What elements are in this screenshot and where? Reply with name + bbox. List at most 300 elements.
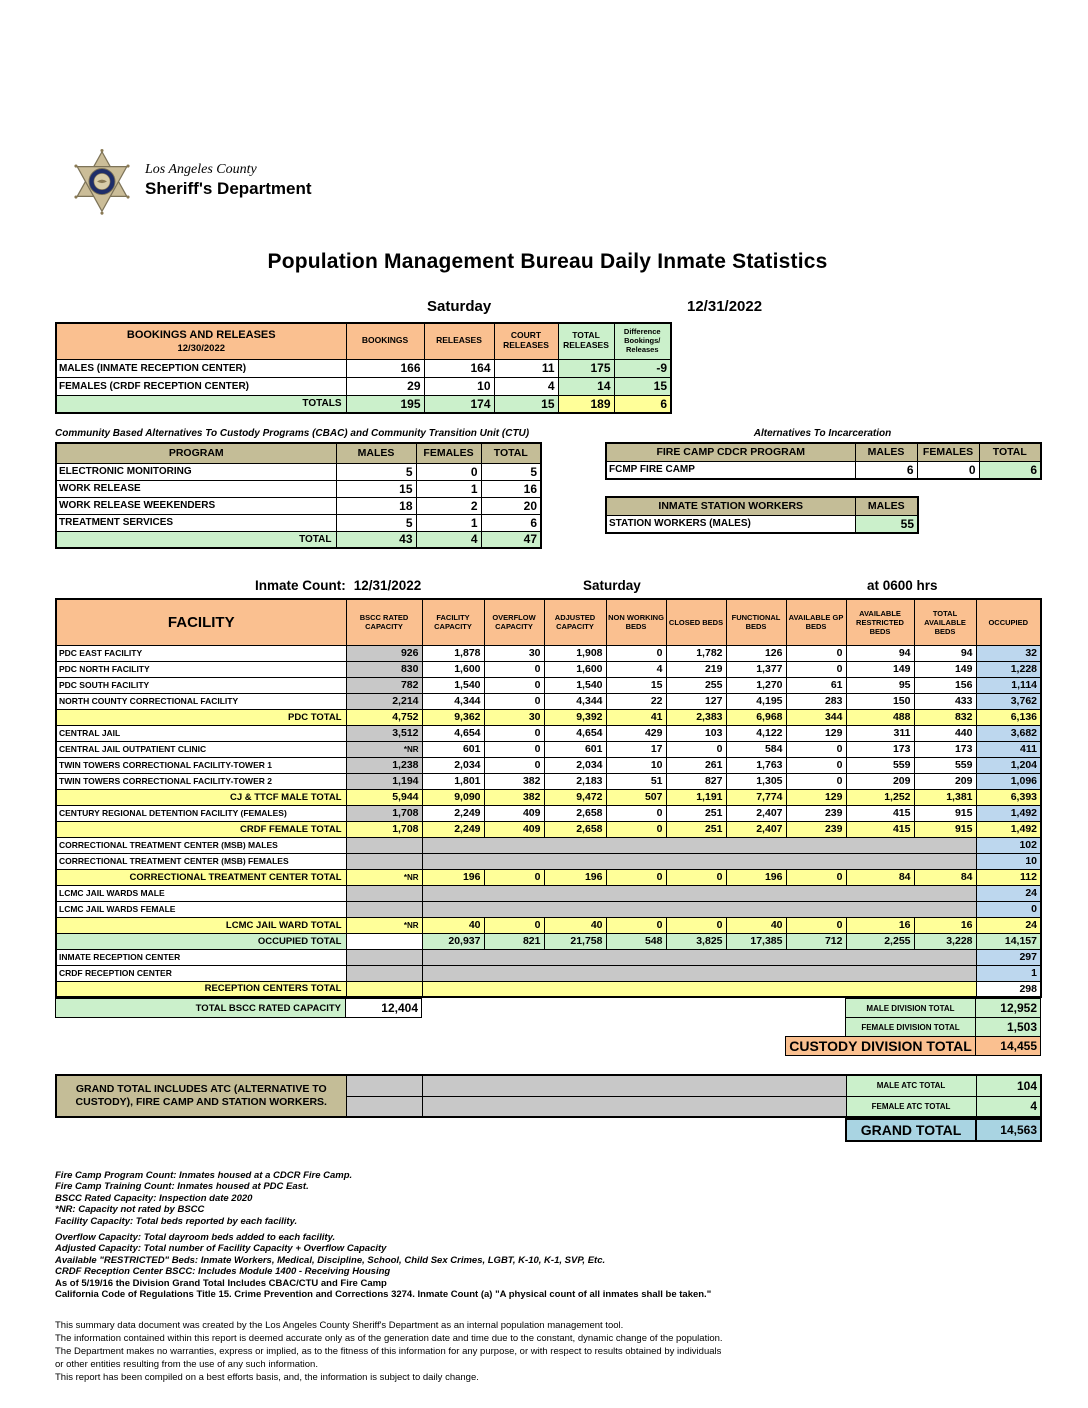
row-label: TREATMENT SERVICES <box>56 514 336 531</box>
occupied-cell: 10 <box>976 853 1041 869</box>
value-cell: 2,034 <box>422 757 484 773</box>
cbac-title: Community Based Alternatives To Custody Programs (CBAC) and Community Transition Unit (CTU) <box>55 428 530 439</box>
value-cell: 15 <box>614 377 671 395</box>
occupied-cell: 14,157 <box>976 933 1041 949</box>
grand-total-table <box>845 1118 1042 1142</box>
occupied-cell: 1,204 <box>976 757 1041 773</box>
column-header: FEMALES <box>917 443 979 461</box>
female-division-total-value: 1,503 <box>976 1018 1041 1037</box>
value-cell: 196 <box>422 869 484 885</box>
value-cell: 915 <box>914 805 976 821</box>
value-cell: 196 <box>726 869 786 885</box>
value-cell: 2 <box>416 497 481 514</box>
totals-row <box>56 531 541 548</box>
row-label: FCMP FIRE CAMP <box>606 461 855 479</box>
report-day: Saturday <box>427 298 492 315</box>
value-cell: 7,774 <box>726 789 786 805</box>
bookings-subtitle: 12/30/2022 <box>177 342 226 354</box>
value-cell: 251 <box>666 821 726 837</box>
bscc-cell: 5,944 <box>346 789 422 805</box>
value-cell: 94 <box>914 645 976 661</box>
total-label: PDC TOTAL <box>56 709 346 725</box>
row-label: STATION WORKERS (MALES) <box>606 515 855 533</box>
male-division-total-label: MALE DIVISION TOTAL <box>846 999 976 1018</box>
totals-value: 43 <box>336 531 416 548</box>
column-header: INMATE STATION WORKERS <box>606 497 855 515</box>
filler-cell <box>346 1075 422 1096</box>
filler-cell <box>422 885 976 901</box>
value-cell: 548 <box>606 933 666 949</box>
bscc-cell: *NR <box>346 741 422 757</box>
facility-row <box>56 677 1041 693</box>
totals-label: TOTAL <box>56 531 336 548</box>
facility-row <box>56 661 1041 677</box>
bscc-cell: *NR <box>346 917 422 933</box>
totals-value: 174 <box>424 395 494 413</box>
cbac-table <box>55 442 542 549</box>
row-label: MALES (INMATE RECEPTION CENTER) <box>56 359 346 377</box>
occupied-cell: 24 <box>976 917 1041 933</box>
value-cell: 2,255 <box>846 933 914 949</box>
value-cell: 3,228 <box>914 933 976 949</box>
spacer <box>422 999 846 1018</box>
value-cell: 0 <box>786 661 846 677</box>
value-cell: 832 <box>914 709 976 725</box>
filler-cell <box>346 837 422 853</box>
value-cell: 15 <box>336 480 416 497</box>
value-cell: 84 <box>846 869 914 885</box>
value-cell: 4,654 <box>544 725 606 741</box>
value-cell: 2,249 <box>422 805 484 821</box>
bscc-cell: 782 <box>346 677 422 693</box>
column-header: PROGRAM <box>56 443 336 463</box>
facility-row <box>56 837 1041 853</box>
filler-cell <box>422 901 976 917</box>
value-cell: 16 <box>481 480 541 497</box>
value-cell: 0 <box>606 645 666 661</box>
bscc-cell: 4,752 <box>346 709 422 725</box>
totals-value: 6 <box>614 395 671 413</box>
bscc-cell: 2,214 <box>346 693 422 709</box>
agency-county: Los Angeles County <box>145 162 257 177</box>
table-header-row <box>56 323 671 359</box>
value-cell: 149 <box>846 661 914 677</box>
occupied-cell: 6,393 <box>976 789 1041 805</box>
total-label: CORRECTIONAL TREATMENT CENTER TOTAL <box>56 869 346 885</box>
fire-camp-table <box>605 442 1042 480</box>
occupied-cell: 1,492 <box>976 821 1041 837</box>
footnote-line: CRDF Reception Center BSCC: Includes Module 1400 - Receiving Housing <box>55 1266 391 1278</box>
bscc-cell: 1,194 <box>346 773 422 789</box>
footnote-line: Overflow Capacity: Total dayroom beds added to each facility. <box>55 1231 336 1243</box>
occupied-cell: 411 <box>976 741 1041 757</box>
value-cell: 6,968 <box>726 709 786 725</box>
value-cell: 382 <box>484 789 544 805</box>
value-cell: 559 <box>914 757 976 773</box>
bscc-cell: 926 <box>346 645 422 661</box>
value-cell: 0 <box>786 741 846 757</box>
occupied-cell: 1,114 <box>976 677 1041 693</box>
column-header: TOTAL RELEASES <box>558 323 614 359</box>
filler-cell <box>422 949 976 965</box>
value-cell: 1,305 <box>726 773 786 789</box>
table-row <box>56 1075 1041 1096</box>
facility-row <box>56 933 1041 949</box>
value-cell: 1,377 <box>726 661 786 677</box>
inmate-count-line <box>55 578 1040 596</box>
value-cell: 433 <box>914 693 976 709</box>
value-cell: 5 <box>336 514 416 531</box>
value-cell: 4,195 <box>726 693 786 709</box>
table-row <box>56 463 541 480</box>
column-header: RELEASES <box>424 323 494 359</box>
value-cell: 84 <box>914 869 976 885</box>
spacer <box>422 1037 786 1056</box>
value-cell: 103 <box>666 725 726 741</box>
footnote-line: Fire Camp Program Count: Inmates housed at a CDCR Fire Camp. <box>55 1170 353 1181</box>
totals-label: TOTALS <box>56 395 346 413</box>
value-cell: 255 <box>666 677 726 693</box>
footnotes <box>55 1170 1040 1300</box>
bscc-cell: 1,238 <box>346 757 422 773</box>
value-cell: 0 <box>666 741 726 757</box>
value-cell: 9,472 <box>544 789 606 805</box>
value-cell: 6 <box>481 514 541 531</box>
facility-row <box>56 773 1041 789</box>
column-header: COURT RELEASES <box>494 323 558 359</box>
column-header: OVERFLOW CAPACITY <box>484 599 544 645</box>
column-header: FUNCTIONAL BEDS <box>726 599 786 645</box>
table-row <box>56 359 671 377</box>
value-cell: 3,825 <box>666 933 726 949</box>
facility-label: CRDF RECEPTION CENTER <box>56 965 346 981</box>
value-cell: 0 <box>416 463 481 480</box>
footnote-line: Available "RESTRICTED" Beds: Inmate Workers, Medical, Discipline, School, Child Sex Crimes, LGBT, K-10, K-1, SVP, Etc. <box>55 1254 606 1266</box>
column-header: AVAILABLE GP BEDS <box>786 599 846 645</box>
inmate-count-label: Inmate Count: 12/31/2022 <box>255 578 422 593</box>
value-cell: 2,407 <box>726 821 786 837</box>
value-cell: 156 <box>914 677 976 693</box>
row-label: WORK RELEASE <box>56 480 336 497</box>
table-row <box>56 497 541 514</box>
value-cell: 4,122 <box>726 725 786 741</box>
value-cell: 10 <box>424 377 494 395</box>
value-cell: 0 <box>484 677 544 693</box>
grand-total-row <box>55 1118 1040 1144</box>
occupied-cell: 0 <box>976 901 1041 917</box>
value-cell: 0 <box>606 805 666 821</box>
value-cell: 175 <box>558 359 614 377</box>
value-cell: 127 <box>666 693 726 709</box>
value-cell: 196 <box>544 869 606 885</box>
value-cell: 2,183 <box>544 773 606 789</box>
facility-row <box>56 901 1041 917</box>
value-cell: 584 <box>726 741 786 757</box>
value-cell: 0 <box>484 741 544 757</box>
value-cell: 20 <box>481 497 541 514</box>
column-header: BSCC RATED CAPACITY <box>346 599 422 645</box>
row-label: ELECTRONIC MONITORING <box>56 463 336 480</box>
value-cell: 821 <box>484 933 544 949</box>
spacer <box>422 1018 846 1037</box>
value-cell: 17,385 <box>726 933 786 949</box>
value-cell: 915 <box>914 821 976 837</box>
alternatives-title: Alternatives To Incarceration <box>753 428 892 439</box>
spacer <box>56 1018 422 1037</box>
value-cell: 40 <box>422 917 484 933</box>
value-cell: 29 <box>346 377 424 395</box>
table-row <box>56 514 541 531</box>
total-label: LCMC JAIL WARD TOTAL <box>56 917 346 933</box>
totals-value: 195 <box>346 395 424 413</box>
value-cell: 1,540 <box>544 677 606 693</box>
facility-row <box>56 805 1041 821</box>
value-cell: 20,937 <box>422 933 484 949</box>
inmate-count-day: Saturday <box>583 578 641 593</box>
column-header: TOTAL <box>481 443 541 463</box>
bscc-cell: *NR <box>346 869 422 885</box>
value-cell: 0 <box>606 917 666 933</box>
facility-label: CENTURY REGIONAL DETENTION FACILITY (FEMALES) <box>56 805 346 821</box>
value-cell: 61 <box>786 677 846 693</box>
value-cell: 0 <box>786 757 846 773</box>
value-cell: 166 <box>346 359 424 377</box>
custody-division-total-label: CUSTODY DIVISION TOTAL <box>786 1037 976 1056</box>
value-cell: 0 <box>917 461 979 479</box>
disclaimer-line: The Department makes no warranties, express or implied, as to the fitness of this information for any purpose, or with respect to results obtained by individuals <box>55 1345 722 1357</box>
value-cell: 149 <box>914 661 976 677</box>
value-cell: 5 <box>481 463 541 480</box>
value-cell: 415 <box>846 821 914 837</box>
totals-row <box>56 395 671 413</box>
occupied-cell: 24 <box>976 885 1041 901</box>
report-day-date <box>55 298 1040 318</box>
total-label: CJ & TTCF MALE TOTAL <box>56 789 346 805</box>
station-workers-table <box>605 496 919 534</box>
value-cell: 4 <box>494 377 558 395</box>
facility-statistics-table <box>55 598 1042 998</box>
filler-cell <box>422 837 976 853</box>
facility-row <box>56 949 1041 965</box>
value-cell: 415 <box>846 805 914 821</box>
female-atc-total-value: 4 <box>976 1096 1041 1117</box>
agency-name <box>145 146 312 199</box>
value-cell: 4,344 <box>544 693 606 709</box>
value-cell: 2,034 <box>544 757 606 773</box>
page-title: Population Management Bureau Daily Inmate Statistics <box>267 250 828 273</box>
column-header: ADJUSTED CAPACITY <box>544 599 606 645</box>
filler-cell <box>346 965 422 981</box>
bscc-cell: 1,708 <box>346 821 422 837</box>
report-page <box>55 0 1040 1384</box>
male-division-total-value: 12,952 <box>976 999 1041 1018</box>
totals-value: 47 <box>481 531 541 548</box>
table-row <box>56 1018 1041 1037</box>
inmate-count-time: at 0600 hrs <box>867 578 938 593</box>
value-cell: 0 <box>786 917 846 933</box>
value-cell: 55 <box>855 515 918 533</box>
filler-cell <box>346 853 422 869</box>
column-header: MALES <box>855 497 918 515</box>
bscc-cell: 3,512 <box>346 725 422 741</box>
grand-total-box <box>55 1074 1042 1118</box>
value-cell: 409 <box>484 821 544 837</box>
occupied-cell: 3,762 <box>976 693 1041 709</box>
sheriff-star-icon <box>71 146 133 222</box>
facility-row <box>56 917 1041 933</box>
value-cell: 51 <box>606 773 666 789</box>
value-cell: 4,344 <box>422 693 484 709</box>
value-cell: 0 <box>666 917 726 933</box>
value-cell: 1,763 <box>726 757 786 773</box>
disclaimer-line: This report has been compiled on a best efforts basis, and, the information is subject to daily change. <box>55 1371 479 1383</box>
facility-row <box>56 789 1041 805</box>
value-cell: 0 <box>484 869 544 885</box>
value-cell: 0 <box>484 917 544 933</box>
filler-cell <box>422 853 976 869</box>
value-cell: 1 <box>416 480 481 497</box>
column-header: BOOKINGS <box>346 323 424 359</box>
programs-section <box>55 428 1040 562</box>
facility-row <box>56 757 1041 773</box>
facility-label: CORRECTIONAL TREATMENT CENTER (MSB) MALES <box>56 837 346 853</box>
facility-label: TWIN TOWERS CORRECTIONAL FACILITY-TOWER 2 <box>56 773 346 789</box>
disclaimer-line: The information contained within this report is deemed accurate only as of the generation date and time due to the constant, dynamic change of the population. <box>55 1333 723 1345</box>
value-cell: 41 <box>606 709 666 725</box>
column-header: MALES <box>855 443 917 461</box>
filler-cell <box>422 1096 846 1117</box>
value-cell: 6 <box>979 461 1041 479</box>
filler-cell <box>346 933 422 949</box>
occupied-cell: 1 <box>976 965 1041 981</box>
filler-cell <box>422 965 976 981</box>
occupied-cell: 32 <box>976 645 1041 661</box>
value-cell: 344 <box>786 709 846 725</box>
facility-label: NORTH COUNTY CORRECTIONAL FACILITY <box>56 693 346 709</box>
value-cell: 4,654 <box>422 725 484 741</box>
disclaimer-line: or other entities resulting from the use of any such information. <box>55 1358 318 1370</box>
filler-cell <box>346 981 422 997</box>
grand-total-value: 14,563 <box>976 1119 1041 1141</box>
column-header: FEMALES <box>416 443 481 463</box>
value-cell: 1,252 <box>846 789 914 805</box>
facility-label: LCMC JAIL WARDS MALE <box>56 885 346 901</box>
column-header: FIRE CAMP CDCR PROGRAM <box>606 443 855 461</box>
value-cell: 0 <box>484 661 544 677</box>
value-cell: 173 <box>914 741 976 757</box>
column-header: MALES <box>336 443 416 463</box>
value-cell: 18 <box>336 497 416 514</box>
value-cell: 126 <box>726 645 786 661</box>
filler-cell <box>422 1075 846 1096</box>
footnote-line: California Code of Regulations Title 15. Crime Prevention and Corrections 3274. Inmate Count (a) "A physical count of all inmates shall be taken." <box>55 1288 712 1300</box>
value-cell: 1,600 <box>422 661 484 677</box>
value-cell: 95 <box>846 677 914 693</box>
value-cell: 429 <box>606 725 666 741</box>
female-division-total-label: FEMALE DIVISION TOTAL <box>846 1018 976 1037</box>
grand-total-note: GRAND TOTAL INCLUDES ATC (ALTERNATIVE TO CUSTODY), FIRE CAMP AND STATION WORKERS. <box>56 1075 346 1117</box>
value-cell: 283 <box>786 693 846 709</box>
column-header: CLOSED BEDS <box>666 599 726 645</box>
column-header: TOTAL AVAILABLE BEDS <box>914 599 976 645</box>
value-cell: 0 <box>606 869 666 885</box>
table-row <box>846 1119 1041 1141</box>
value-cell: 1,600 <box>544 661 606 677</box>
facility-label: PDC SOUTH FACILITY <box>56 677 346 693</box>
bscc-cell: 1,708 <box>346 805 422 821</box>
occupied-cell: 112 <box>976 869 1041 885</box>
filler-cell <box>346 901 422 917</box>
alternatives-block <box>605 428 1040 534</box>
agency-logo <box>71 146 1040 228</box>
occupied-cell: 1,096 <box>976 773 1041 789</box>
facility-row <box>56 869 1041 885</box>
value-cell: 1,782 <box>666 645 726 661</box>
table-header-row <box>606 497 918 515</box>
table-header-row <box>56 443 541 463</box>
column-header: FACILITY <box>56 599 346 645</box>
occupied-cell: 1,228 <box>976 661 1041 677</box>
occupied-cell: 297 <box>976 949 1041 965</box>
total-label: RECEPTION CENTERS TOTAL <box>56 981 346 997</box>
facility-row <box>56 885 1041 901</box>
occupied-cell: 6,136 <box>976 709 1041 725</box>
facility-label: LCMC JAIL WARDS FEMALE <box>56 901 346 917</box>
value-cell: 40 <box>544 917 606 933</box>
table-row <box>56 377 671 395</box>
facility-label: PDC NORTH FACILITY <box>56 661 346 677</box>
value-cell: 1,381 <box>914 789 976 805</box>
disclaimer <box>55 1320 1040 1384</box>
column-header: FACILITY CAPACITY <box>422 599 484 645</box>
value-cell: 0 <box>786 869 846 885</box>
row-label: FEMALES (CRDF RECEPTION CENTER) <box>56 377 346 395</box>
facility-row <box>56 709 1041 725</box>
footnote-line: Adjusted Capacity: Total number of Facility Capacity + Overflow Capacity <box>55 1243 387 1255</box>
value-cell: 173 <box>846 741 914 757</box>
totals-value: 15 <box>494 395 558 413</box>
male-atc-total-value: 104 <box>976 1075 1041 1096</box>
value-cell: 1,908 <box>544 645 606 661</box>
facility-label: TWIN TOWERS CORRECTIONAL FACILITY-TOWER 1 <box>56 757 346 773</box>
value-cell: -9 <box>614 359 671 377</box>
value-cell: 239 <box>786 805 846 821</box>
table-header-row <box>56 599 1041 645</box>
table-row <box>606 515 918 533</box>
value-cell: 507 <box>606 789 666 805</box>
column-header: NON WORKING BEDS <box>606 599 666 645</box>
value-cell: 22 <box>606 693 666 709</box>
value-cell: 0 <box>786 645 846 661</box>
table-row <box>56 480 541 497</box>
facility-label: PDC EAST FACILITY <box>56 645 346 661</box>
value-cell: 2,658 <box>544 821 606 837</box>
footnote-line: Facility Capacity: Total beds reported by each facility. <box>55 1215 298 1227</box>
occupied-cell: 102 <box>976 837 1041 853</box>
filler-cell <box>422 981 976 997</box>
value-cell: 6 <box>855 461 917 479</box>
facility-row <box>56 741 1041 757</box>
value-cell: 11 <box>494 359 558 377</box>
value-cell: 219 <box>666 661 726 677</box>
footnote-line: *NR: Capacity not rated by BSCC <box>55 1204 205 1216</box>
value-cell: 1,540 <box>422 677 484 693</box>
value-cell: 30 <box>484 709 544 725</box>
value-cell: 150 <box>846 693 914 709</box>
inmate-count-date: 12/31/2022 <box>353 578 422 593</box>
value-cell: 382 <box>484 773 544 789</box>
female-atc-total-label: FEMALE ATC TOTAL <box>846 1096 976 1117</box>
